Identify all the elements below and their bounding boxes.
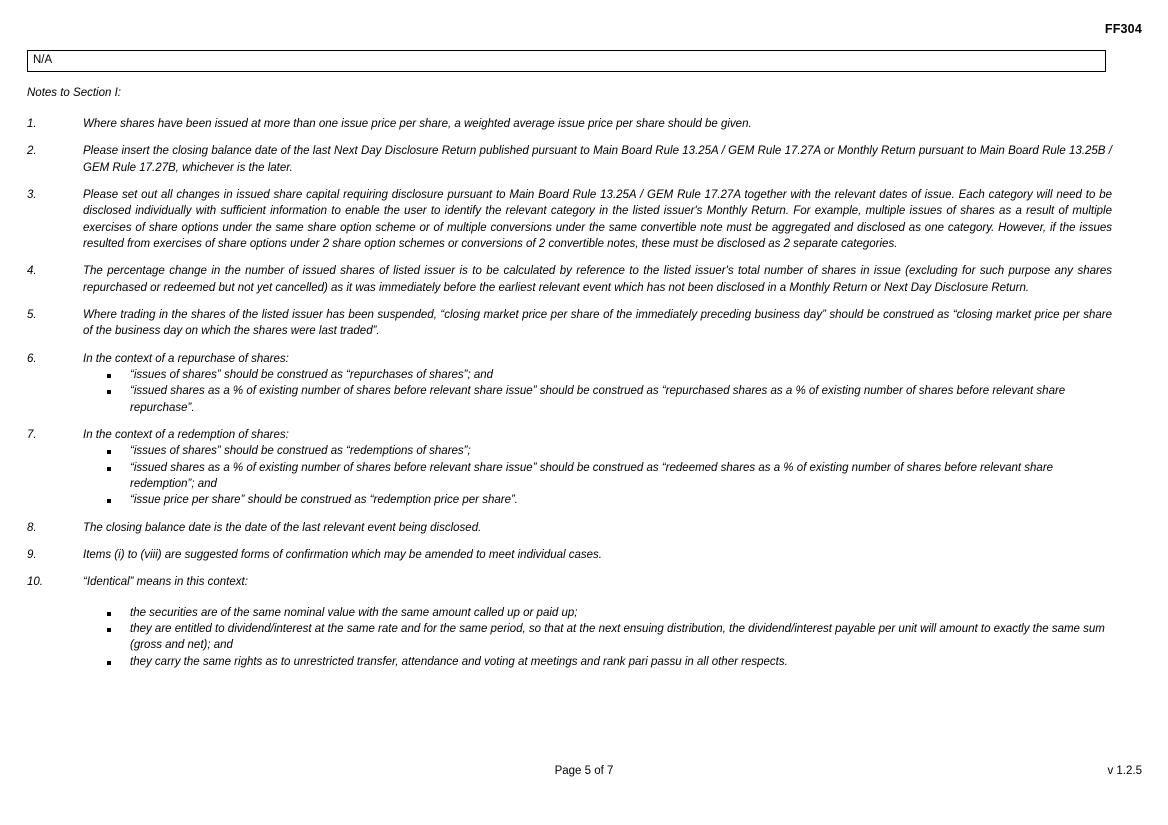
note-text — [83, 307, 1112, 340]
note-item — [27, 520, 1112, 536]
note-item — [27, 143, 1112, 176]
note-bullet-item: “issues of shares” should be construed as “repurchases of shares”; and — [83, 367, 1112, 383]
na-input-value: N/A — [33, 54, 53, 66]
note-item — [27, 351, 1112, 416]
note-bullet-item: “issues of shares” should be construed as “redemptions of shares”; — [83, 443, 1112, 459]
note-item — [27, 263, 1112, 296]
note-text — [83, 263, 1112, 296]
note-paragraph: In the context of a repurchase of shares: — [83, 352, 289, 365]
note-paragraph: Where shares have been issued at more than one issue price per share, a weighted average issue price per share should be given. — [83, 118, 752, 130]
note-item — [27, 307, 1112, 340]
note-text — [83, 427, 1112, 509]
note-bullet-item: “issue price per share” should be construed as “redemption price per share”. — [83, 492, 1112, 508]
note-paragraph: Please set out all changes in issued share capital requiring disclosure pursuant to Main Board Rule 13.25A / GEM Rule 17.27A together with the relevant dates of issue. Each category will need to be disclosed individually with sufficient information to enable the user to identify the relevant category in the listed issuer's Monthly Return. For example, multiple issues of shares as a result of multiple exercises of share options under the same share option scheme or of multiple conversions under the same convertible note must be aggregated and disclosed as one category. However, if the issues resulted from exercises of share options under 2 share option schemes or conversions of 2 convertible notes, these must be disclosed as 2 separate categories. — [83, 188, 1112, 250]
note-bullet-list — [83, 605, 1112, 670]
notes-section-heading: Notes to Section I: — [27, 87, 121, 99]
na-input-box[interactable] — [27, 50, 1106, 72]
note-item — [27, 187, 1112, 252]
page-footer — [0, 765, 1168, 825]
note-number: 8. — [27, 521, 37, 534]
note-text — [83, 574, 1112, 670]
note-paragraph: Please insert the closing balance date of the last Next Day Disclosure Return published pursuant to Main Board Rule 13.25A / GEM Rule 17.27A or Monthly Return pursuant to Main Board Rule 13.25B / GEM Rule 17.27B, whichever is the later. — [83, 145, 1112, 174]
note-number: 9. — [27, 548, 37, 561]
page-number: Page 5 of 7 — [554, 765, 614, 777]
note-number: 10. — [27, 576, 43, 589]
note-text — [83, 520, 1112, 536]
note-text — [83, 547, 1112, 563]
note-bullet-list — [83, 443, 1112, 508]
notes-list — [27, 116, 1112, 681]
form-code: FF304 — [1104, 22, 1142, 36]
note-paragraph: “Identical” means in this context: — [83, 576, 248, 589]
note-text — [83, 351, 1112, 416]
note-text — [83, 116, 1112, 132]
note-paragraph: The percentage change in the number of issued shares of listed issuer is to be calculated by reference to the listed issuer's total number of shares in issue (excluding for such purpose any shares repurchased or redeemed but not yet cancelled) as it was immediately before the earliest relevant event which has not been disclosed in a Monthly Return or Next Day Disclosure Return. — [83, 265, 1112, 294]
note-item — [27, 116, 1112, 132]
note-text — [83, 187, 1112, 252]
note-paragraph: Items (i) to (viii) are suggested forms of confirmation which may be amended to meet individual cases. — [83, 548, 602, 561]
note-number: 2. — [27, 145, 37, 158]
note-bullet-item: the securities are of the same nominal value with the same amount called up or paid up; — [83, 605, 1112, 621]
version-label: v 1.2.5 — [1107, 765, 1142, 777]
note-number: 1. — [27, 118, 37, 130]
note-number: 7. — [27, 428, 37, 441]
note-number: 4. — [27, 265, 37, 278]
note-bullet-item: “issued shares as a % of existing number of shares before relevant share issue” should be construed as “repurchased shares as a % of existing number of shares before relevant share repurchase”. — [83, 383, 1112, 416]
note-number: 3. — [27, 188, 37, 201]
note-item — [27, 574, 1112, 670]
note-number: 5. — [27, 308, 37, 321]
note-bullet-item: “issued shares as a % of existing number of shares before relevant share issue” should be construed as “redeemed shares as a % of existing number of shares before relevant share redemption”; and — [83, 460, 1112, 493]
note-paragraph: The closing balance date is the date of the last relevant event being disclosed. — [83, 521, 482, 534]
note-bullet-list — [83, 367, 1112, 416]
note-item — [27, 547, 1112, 563]
note-text — [83, 143, 1112, 176]
note-paragraph: In the context of a redemption of shares: — [83, 428, 289, 441]
note-bullet-item: they carry the same rights as to unrestricted transfer, attendance and voting at meetings and rank pari passu in all other respects. — [83, 654, 1112, 670]
note-number: 6. — [27, 352, 37, 365]
note-paragraph: Where trading in the shares of the listed issuer has been suspended, “closing market price per share of the immediately preceding business day” should be construed as “closing market price per share of the business day on which the shares were last traded”. — [83, 308, 1112, 338]
note-item — [27, 427, 1112, 509]
note-bullet-item: they are entitled to dividend/interest at the same rate and for the same period, so that at the next ensuing distribution, the dividend/interest payable per unit will amount to exactly the same sum (gross and net); and — [83, 621, 1112, 654]
